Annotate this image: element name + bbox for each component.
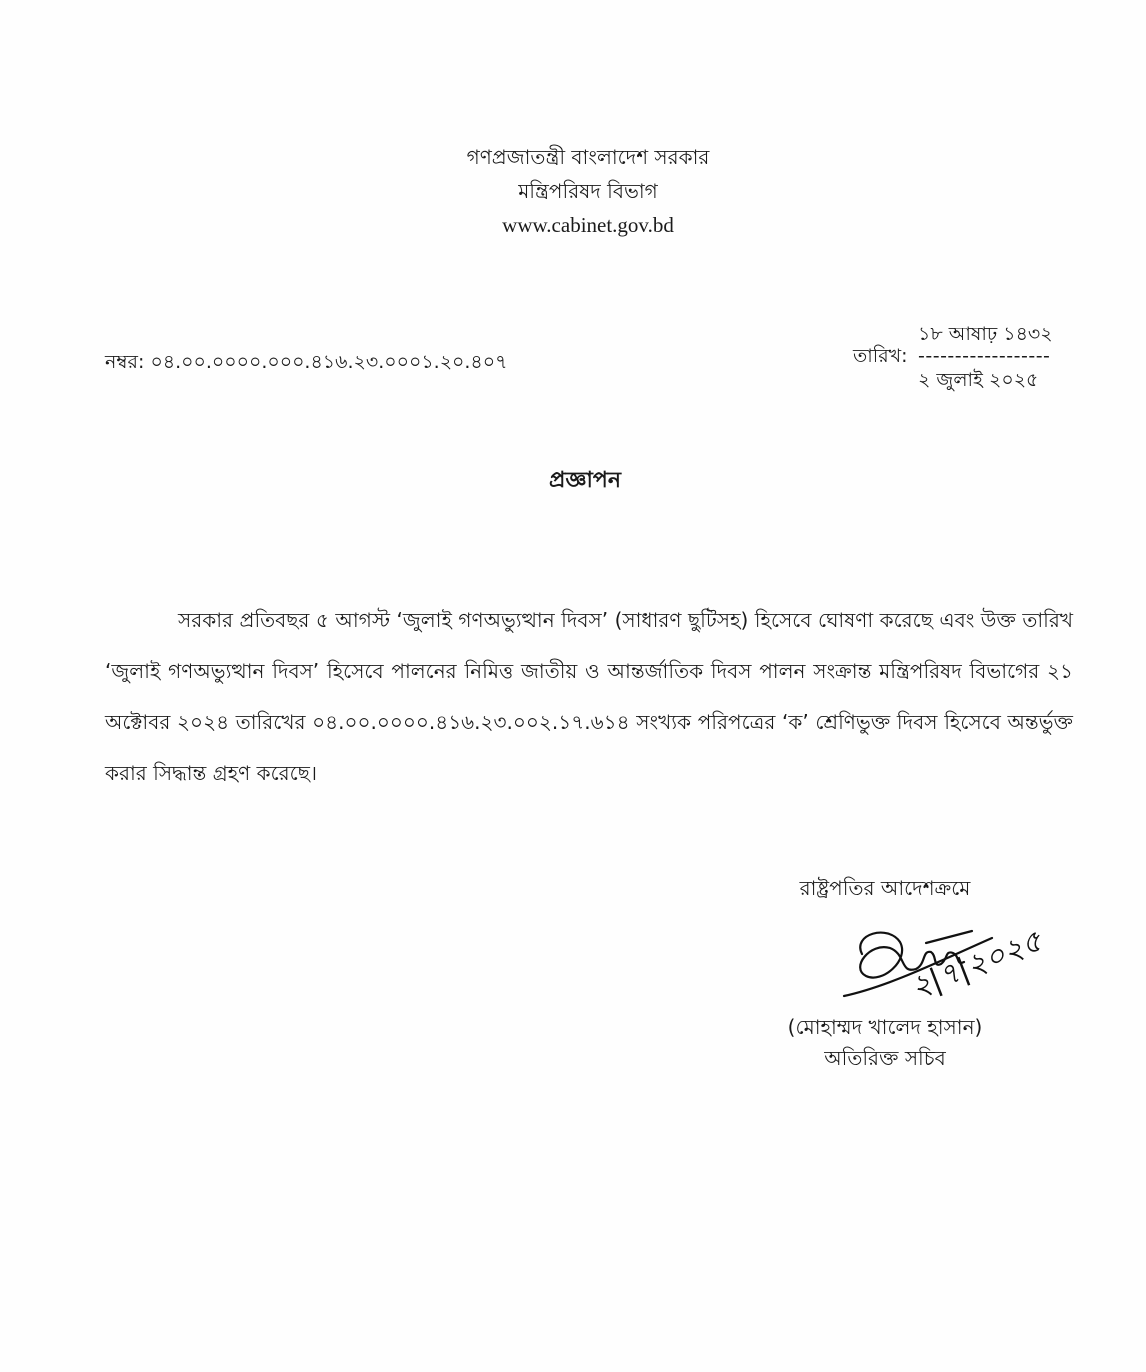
website-url: www.cabinet.gov.bd — [502, 213, 674, 237]
notification-body: সরকার প্রতিবছর ৫ আগস্ট ‘জুলাই গণঅভ্যুত্থান দিবস’ (সাধারণ ছুটিসহ) হিসেবে ঘোষণা করেছে এবং উক্ত তারিখ ‘জুলাই গণঅভ্যুত্থান দিবস’ হিসেবে পালনের নিমিত্ত জাতীয় ও আন্তর্জাতিক দিবস পালন সংক্রান্ত মন্ত্রিপরিষদ বিভাগের ২১ অক্টোবর ২০২৪ তারিখের ০৪.০০.০০০০.৪১৬.২৩.০০২.১৭.৬১৪ সংখ্যক পরিপত্রের ‘ক’ শ্রেণিভুক্ত দিবস হিসেবে অন্তর্ভুক্ত করার সিদ্ধান্ত গ্রহণ করেছে। — [105, 608, 1073, 785]
date-separator: ------------------ — [918, 345, 1051, 367]
date-gregorian: ২ জুলাই ২০২৫ — [918, 369, 1039, 391]
memo-number-label: নম্বর: — [105, 351, 145, 373]
government-name: গণপ্রজাতন্ত্রী বাংলাদেশ সরকার — [466, 145, 710, 169]
document-title: প্রজ্ঞাপন — [549, 468, 621, 493]
division-name: মন্ত্রিপরিষদ বিভাগ — [518, 179, 658, 203]
memo-number — [105, 350, 507, 374]
signatory-name: (মোহাম্মদ খালেদ হাসান) — [787, 1015, 983, 1039]
handwritten-signature — [830, 912, 1070, 1012]
date-label: তারিখ: — [853, 345, 908, 367]
signing-authority: রাষ্ট্রপতির আদেশক্রমে — [799, 876, 971, 900]
letterhead — [388, 140, 788, 242]
date-bangla: ১৮ আষাঢ় ১৪৩২ — [918, 323, 1053, 345]
signatory-designation: অতিরিক্ত সচিব — [824, 1046, 946, 1070]
signature-tick — [926, 931, 972, 943]
signature-date: ২|৭|২০২৫ — [906, 923, 1047, 1006]
memo-number-value: ০৪.০০.০০০০.০০০.৪১৬.২৩.০০০১.২০.৪০৭ — [150, 351, 508, 373]
